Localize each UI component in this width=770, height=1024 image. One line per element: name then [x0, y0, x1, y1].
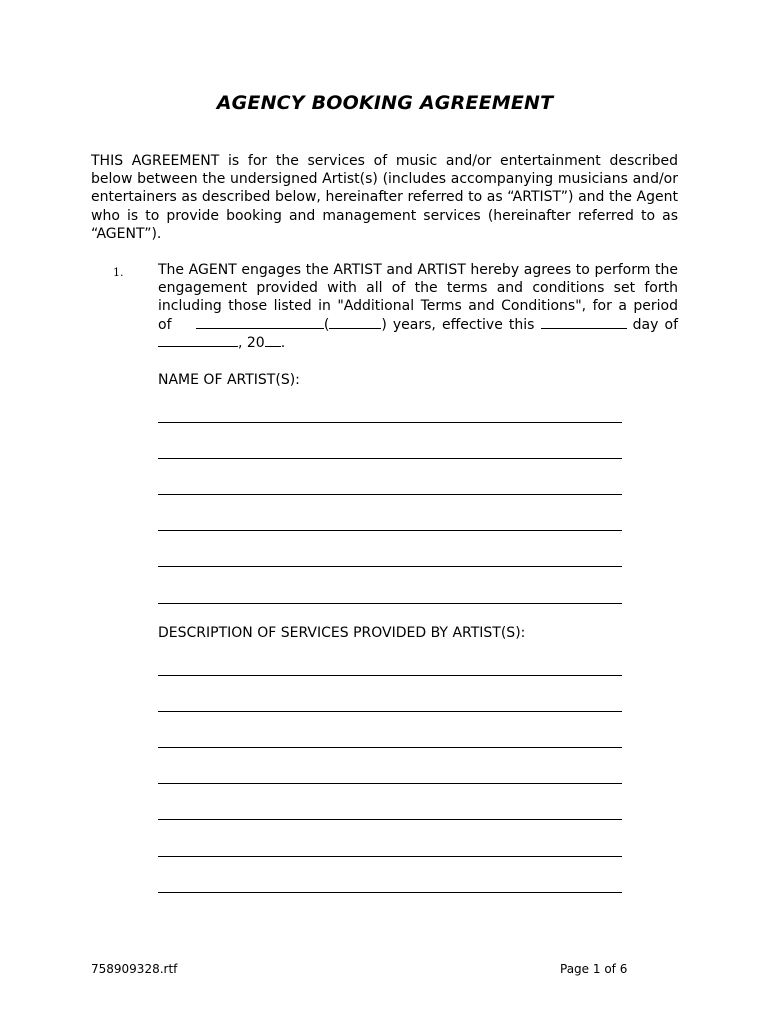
services-description-label: DESCRIPTION OF SERVICES PROVIDED BY ARTIST(S): [158, 625, 526, 641]
services-line[interactable] [158, 856, 622, 857]
years-blank[interactable] [329, 316, 381, 329]
services-line[interactable] [158, 783, 622, 784]
period-blank[interactable] [196, 316, 324, 329]
name-line[interactable] [158, 566, 622, 567]
document-title: AGENCY BOOKING AGREEMENT [216, 92, 554, 114]
name-line[interactable] [158, 458, 622, 459]
footer-page-number: Page 1 of 6 [560, 962, 628, 976]
end-period: . [280, 334, 286, 351]
services-line[interactable] [158, 747, 622, 748]
year-prefix: , 20 [238, 334, 265, 351]
name-line[interactable] [158, 494, 622, 495]
item-1-text: The AGENT engages the ARTIST and ARTIST hereby agrees to perform the engagement provided with all of the terms and conditions set forth including those listed in "Additional Terms and Conditions", for a period of [158, 262, 678, 333]
day-blank[interactable] [541, 316, 627, 329]
year-blank[interactable] [265, 334, 281, 347]
footer-filename: 758909328.rtf [91, 962, 178, 976]
services-line[interactable] [158, 892, 622, 893]
name-line[interactable] [158, 422, 622, 423]
effective-this-label: effective this [441, 316, 535, 333]
name-of-artists-label: NAME OF ARTIST(S): [158, 372, 300, 388]
services-line[interactable] [158, 711, 622, 712]
services-line[interactable] [158, 675, 622, 676]
item-1-paragraph [158, 261, 678, 352]
name-line[interactable] [158, 530, 622, 531]
item-1-number: 1. [113, 266, 124, 279]
paren-open: ( [323, 316, 330, 333]
years-label: ) years, [381, 316, 436, 333]
name-line[interactable] [158, 603, 622, 604]
month-blank[interactable] [158, 334, 238, 347]
day-of-label: day of [632, 316, 679, 333]
services-line[interactable] [158, 819, 622, 820]
intro-paragraph: THIS AGREEMENT is for the services of music and/or entertainment described below between the undersigned Artist(s) (includes accompanying musicians and/or entertainers as described below, hereinafter referred to as “ARTIST”) and the Agent who is to provide booking and management services (hereinafter referred to as “AGENT”). [91, 153, 678, 242]
